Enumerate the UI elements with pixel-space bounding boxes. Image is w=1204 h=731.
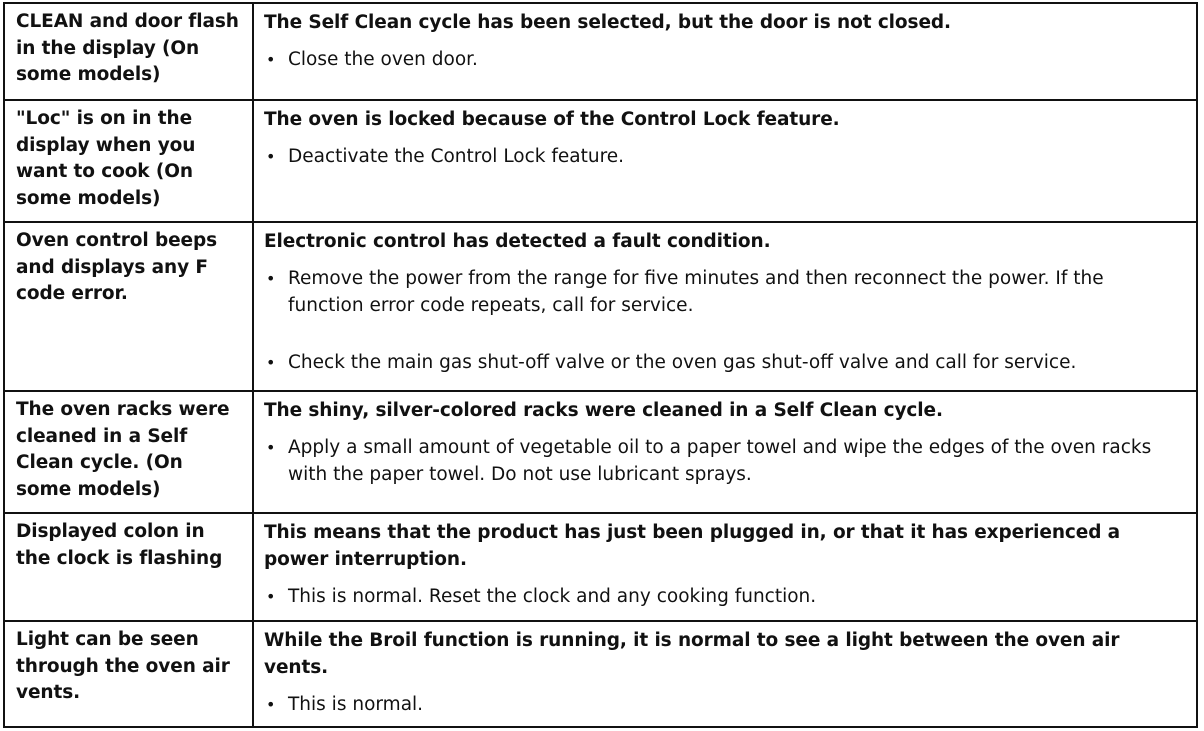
solution-cell xyxy=(254,514,1196,620)
cause-text: While the Broil function is running, it is normal to see a light between the oven air vents. xyxy=(264,630,1120,678)
solution-text: Apply a small amount of vegetable oil to a paper towel and wipe the edges of the oven racks with the paper towel. Do not use lubricant sprays. xyxy=(288,437,1152,485)
cause-text: The shiny, silver-colored racks were cleaned in a Self Clean cycle. xyxy=(264,400,943,421)
solution-text: This is normal. Reset the clock and any cooking function. xyxy=(288,586,817,607)
solution-cell xyxy=(254,223,1196,390)
table-row xyxy=(5,221,1196,390)
table-row xyxy=(5,99,1196,221)
problem-text: The oven racks were cleaned in a Self Clean cycle. (On some models) xyxy=(16,399,230,500)
solution-item xyxy=(264,46,1182,73)
table-row xyxy=(5,620,1196,726)
bullet-icon: • xyxy=(266,269,276,288)
solution-cell xyxy=(254,392,1196,512)
solution-item xyxy=(264,583,1182,610)
problem-cell xyxy=(5,4,254,99)
problem-text: Oven control beeps and displays any F code error. xyxy=(16,230,218,304)
problem-text: CLEAN and door flash in the display (On some models) xyxy=(16,11,239,85)
bullet-icon: • xyxy=(266,438,276,457)
problem-cell xyxy=(5,101,254,221)
table-row xyxy=(5,512,1196,620)
solution-item xyxy=(264,349,1182,376)
problem-text: "Loc" is on in the display when you want to cook (On some models) xyxy=(16,108,196,209)
bullet-icon: • xyxy=(266,147,276,166)
solution-text: Remove the power from the range for five minutes and then reconnect the power. If the function error code repeats, call for service. xyxy=(288,268,1104,316)
solution-cell xyxy=(254,101,1196,221)
solution-text: This is normal. xyxy=(288,694,424,715)
problem-text: Light can be seen through the oven air vents. xyxy=(16,629,230,703)
table-row xyxy=(5,390,1196,512)
solution-cell xyxy=(254,622,1196,726)
bullet-icon: • xyxy=(266,587,276,606)
problem-cell xyxy=(5,392,254,512)
solution-item xyxy=(264,265,1182,319)
cause-text: This means that the product has just been plugged in, or that it has experienced a power interruption. xyxy=(264,522,1121,570)
troubleshooting-table xyxy=(3,2,1198,728)
solution-text: Deactivate the Control Lock feature. xyxy=(288,146,625,167)
cause-text: The Self Clean cycle has been selected, but the door is not closed. xyxy=(264,12,951,33)
table-row xyxy=(5,4,1196,99)
cause-text: The oven is locked because of the Control Lock feature. xyxy=(264,109,840,130)
bullet-icon: • xyxy=(266,50,276,69)
solution-item xyxy=(264,434,1182,488)
cause-text: Electronic control has detected a fault condition. xyxy=(264,231,771,252)
problem-cell xyxy=(5,622,254,726)
solution-item xyxy=(264,143,1182,170)
bullet-icon: • xyxy=(266,353,276,372)
problem-text: Displayed colon in the clock is flashing xyxy=(16,521,223,569)
solution-text: Close the oven door. xyxy=(288,49,478,70)
problem-cell xyxy=(5,223,254,390)
solution-item xyxy=(264,691,1182,718)
solution-cell xyxy=(254,4,1196,99)
bullet-icon: • xyxy=(266,695,276,714)
problem-cell xyxy=(5,514,254,620)
solution-text: Check the main gas shut-off valve or the oven gas shut-off valve and call for service. xyxy=(288,352,1077,373)
